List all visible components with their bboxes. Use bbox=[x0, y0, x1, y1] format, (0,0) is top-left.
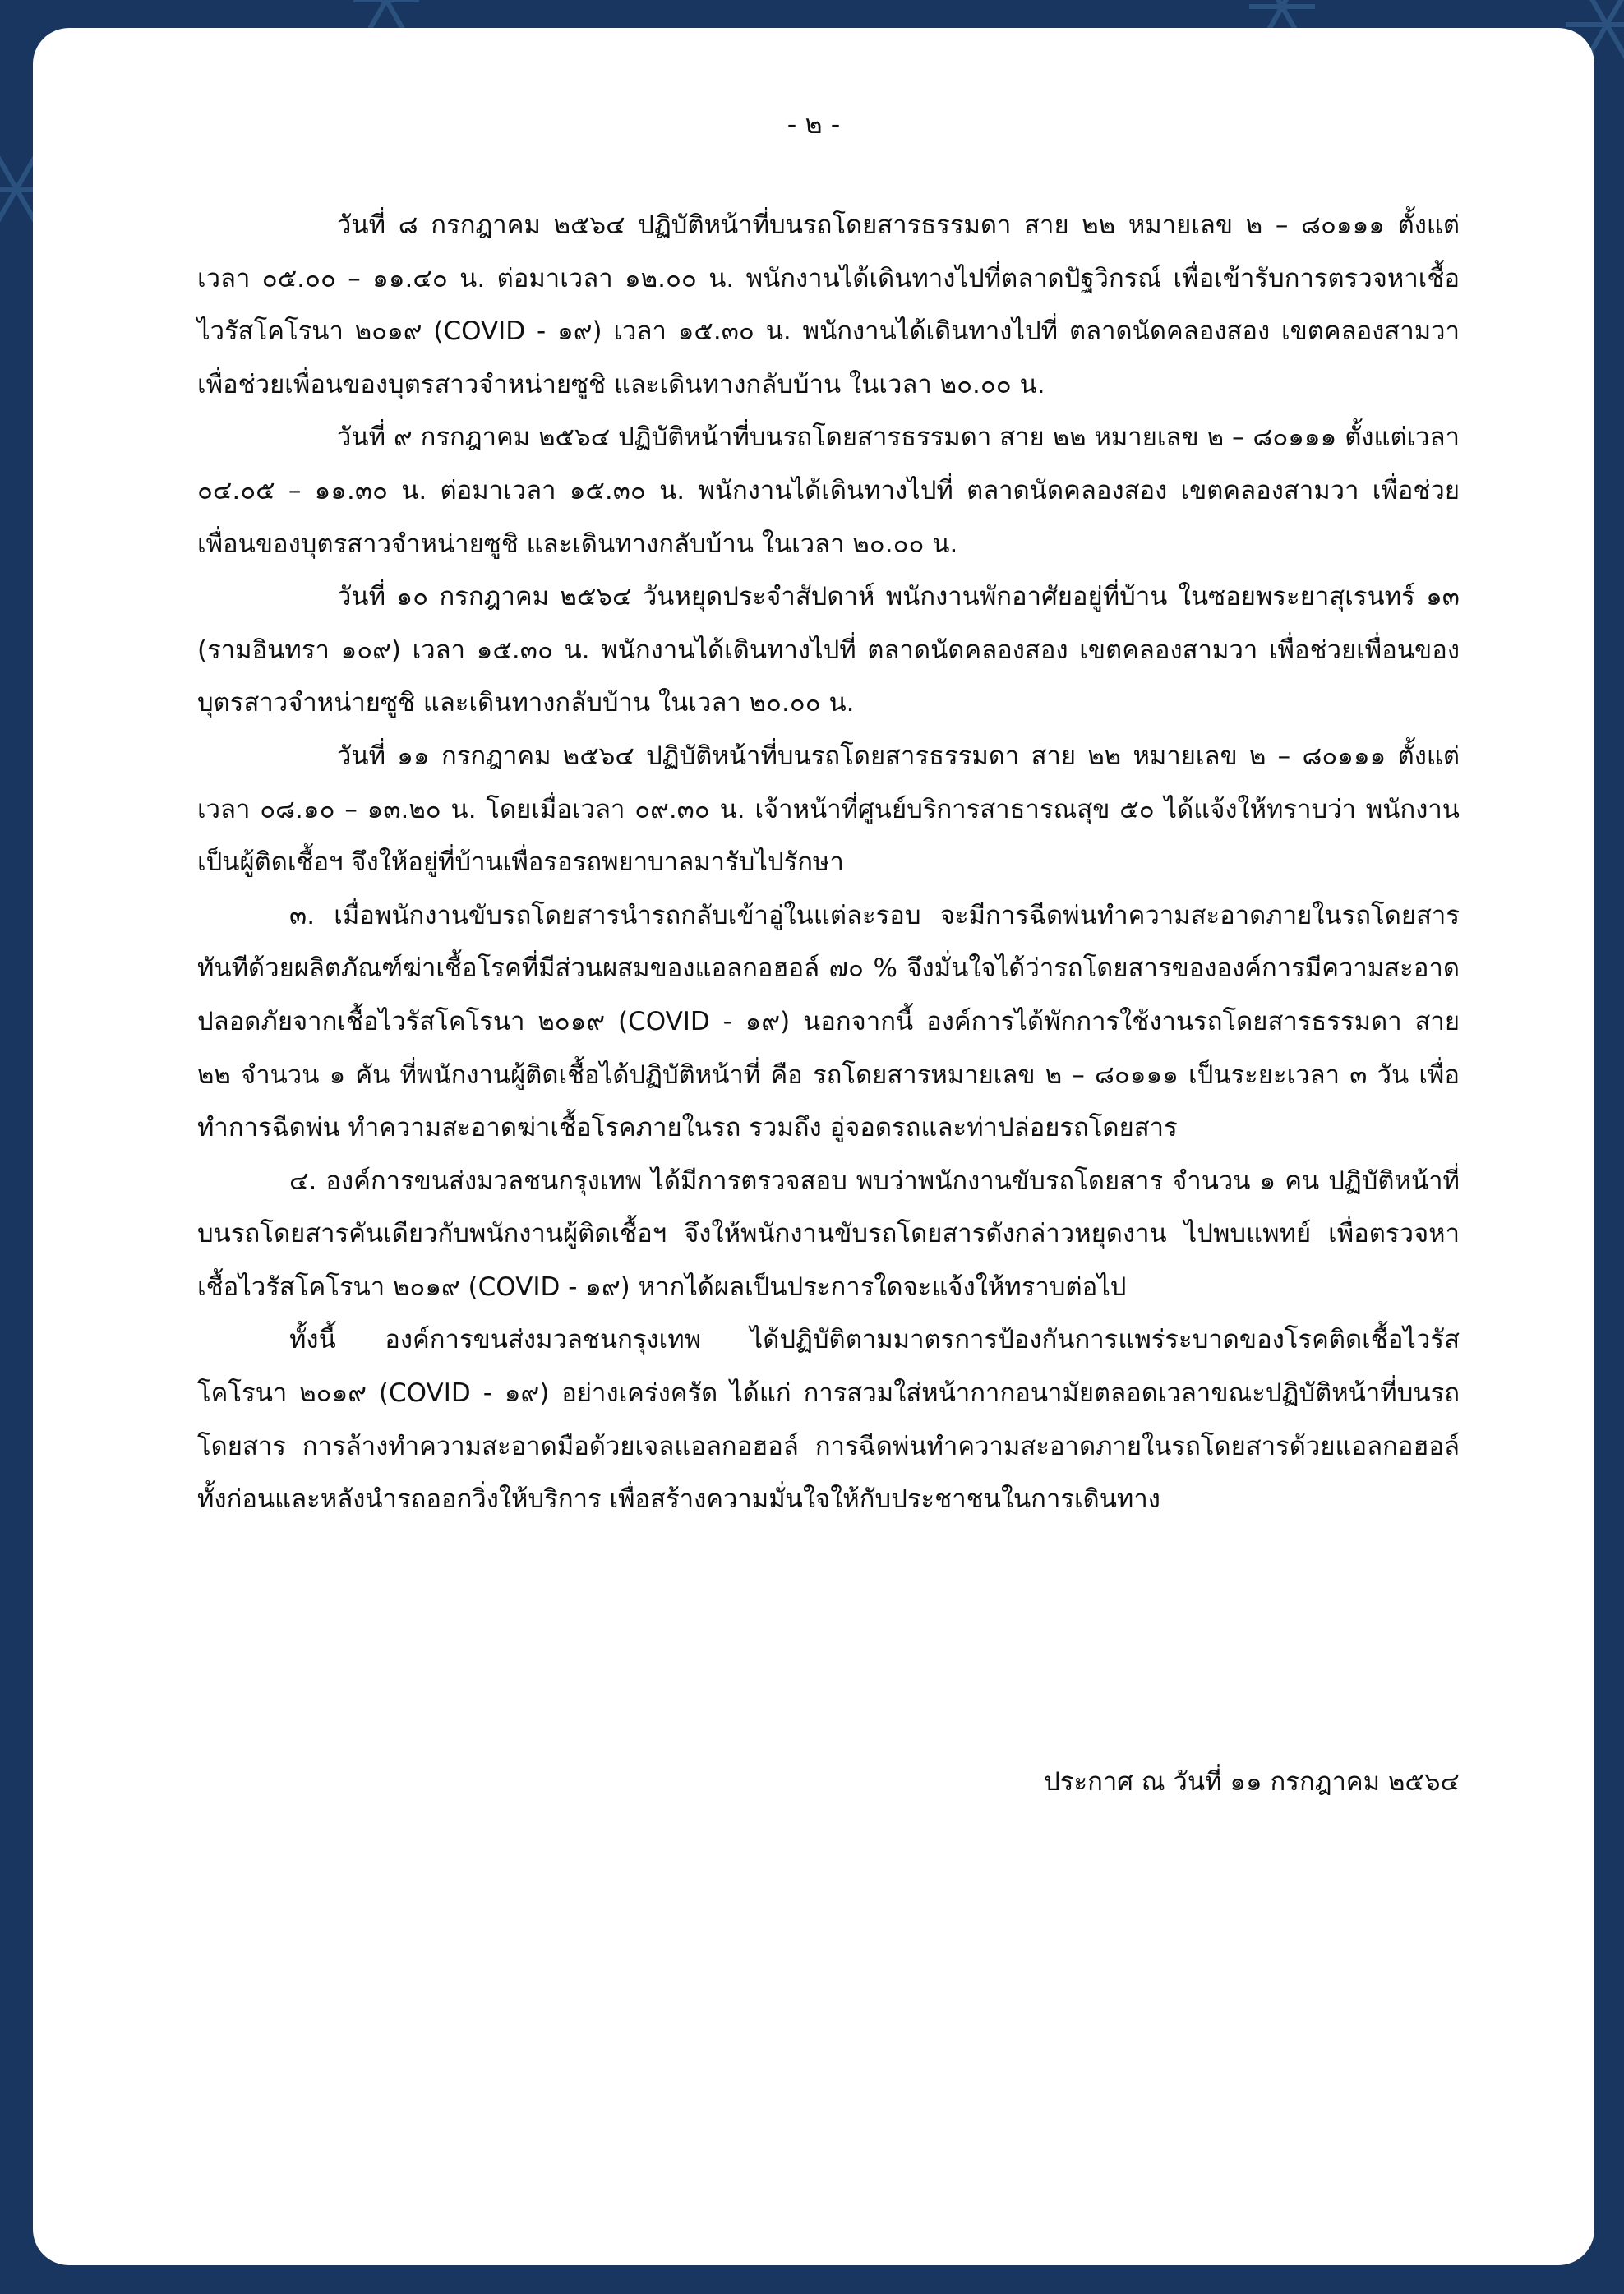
paragraph-july-10: วันที่ ๑๐ กรกฎาคม ๒๕๖๔ วันหยุดประจำสัปดาห์ พนักงานพักอาศัยอยู่ที่บ้าน ในซอยพระยาสุเรนทร์ ๑๓ (รามอินทรา ๑๐๙) เวลา ๑๕.๓๐ น. พนักงานได้เดินทางไปที่ ตลาดนัดคลองสอง เขตคลองสามวา เพื่อช่วยเพื่อนของบุตรสาวจำหน่ายซูชิ และเดินทางกลับบ้าน ในเวลา ๒๐.๐๐ น. bbox=[197, 582, 1460, 718]
paragraph-item-3: ๓. เมื่อพนักงานขับรถโดยสารนำรถกลับเข้าอู่ในแต่ละรอบ จะมีการฉีดพ่นทำความสะอาดภายในรถโดยสารทันทีด้วยผลิตภัณฑ์ฆ่าเชื้อโรคที่มีส่วนผสมของแอลกอฮอล์ ๗๐ % จึงมั่นใจได้ว่ารถโดยสารขององค์การมีความสะอาด ปลอดภัยจากเชื้อไวรัสโคโรนา ๒๐๑๙ (COVID - ๑๙) นอกจากนี้ องค์การได้พักการใช้งานรถโดยสารธรรมดา สาย ๒๒ จำนวน ๑ คัน ที่พนักงานผู้ติดเชื้อได้ปฏิบัติหน้าที่ คือ รถโดยสารหมายเลข ๒ – ๘๐๑๑๑ เป็นระยะเวลา ๓ วัน เพื่อทำการฉีดพ่น ทำความสะอาดฆ่าเชื้อโรคภายในรถ รวมถึง อู่จอดรถและท่าปล่อยรถโดยสาร bbox=[197, 900, 1460, 1143]
page-number: - ๒ - bbox=[787, 108, 841, 140]
announcement-date: ประกาศ ณ วันที่ ๑๑ กรกฎาคม ๒๕๖๔ bbox=[1044, 1767, 1460, 1797]
paragraph-july-11: วันที่ ๑๑ กรกฎาคม ๒๕๖๔ ปฏิบัติหน้าที่บนรถโดยสารธรรมดา สาย ๒๒ หมายเลข ๒ – ๘๐๑๑๑ ตั้งแต่เวลา ๐๘.๑๐ – ๑๓.๒๐ น. โดยเมื่อเวลา ๐๙.๓๐ น. เจ้าหน้าที่ศูนย์บริการสาธารณสุข ๕๐ ได้แจ้งให้ทราบว่า พนักงานเป็นผู้ติดเชื้อฯ จึงให้อยู่ที่บ้านเพื่อรอรถพยาบาลมารับไปรักษา bbox=[197, 741, 1460, 878]
paragraph-closing: ทั้งนี้ องค์การขนส่งมวลชนกรุงเทพ ได้ปฏิบัติตามมาตรการป้องกันการแพร่ระบาดของโรคติดเชื้อไวรัสโคโรนา ๒๐๑๙ (COVID - ๑๙) อย่างเคร่งครัด ได้แก่ การสวมใส่หน้ากากอนามัยตลอดเวลาขณะปฏิบัติหน้าที่บนรถโดยสาร การล้างทำความสะอาดมือด้วยเจลแอลกอฮอล์ การฉีดพ่นทำความสะอาดภายในรถโดยสารด้วยแอลกอฮอล์ ทั้งก่อนและหลังนำรถออกวิ่งให้บริการ เพื่อสร้างความมั่นใจให้กับประชาชนในการเดินทาง bbox=[197, 1325, 1460, 1515]
document-page bbox=[33, 28, 1594, 2265]
paragraph-july-8: วันที่ ๘ กรกฎาคม ๒๕๖๔ ปฏิบัติหน้าที่บนรถโดยสารธรรมดา สาย ๒๒ หมายเลข ๒ – ๘๐๑๑๑ ตั้งแต่เวลา ๐๕.๐๐ – ๑๑.๔๐ น. ต่อมาเวลา ๑๒.๐๐ น. พนักงานได้เดินทางไปที่ตลาดปัฐวิกรณ์ เพื่อเข้ารับการตรวจหาเชื้อไวรัสโคโรนา ๒๐๑๙ (COVID - ๑๙) เวลา ๑๕.๓๐ น. พนักงานได้เดินทางไปที่ ตลาดนัดคลองสอง เขตคลองสามวา เพื่อช่วยเพื่อนของบุตรสาวจำหน่ายซูชิ และเดินทางกลับบ้าน ในเวลา ๒๐.๐๐ น. bbox=[197, 210, 1460, 399]
document-body bbox=[197, 199, 1460, 1526]
paragraph-july-9: วันที่ ๙ กรกฎาคม ๒๕๖๔ ปฏิบัติหน้าที่บนรถโดยสารธรรมดา สาย ๒๒ หมายเลข ๒ – ๘๐๑๑๑ ตั้งแต่เวลา ๐๔.๐๕ – ๑๑.๓๐ น. ต่อมาเวลา ๑๕.๓๐ น. พนักงานได้เดินทางไปที่ ตลาดนัดคลองสอง เขตคลองสามวา เพื่อช่วยเพื่อนของบุตรสาวจำหน่ายซูชิ และเดินทางกลับบ้าน ในเวลา ๒๐.๐๐ น. bbox=[197, 422, 1460, 559]
paragraph-item-4: ๔. องค์การขนส่งมวลชนกรุงเทพ ได้มีการตรวจสอบ พบว่าพนักงานขับรถโดยสาร จำนวน ๑ คน ปฏิบัติหน้าที่บนรถโดยสารคันเดียวกับพนักงานผู้ติดเชื้อฯ จึงให้พนักงานขับรถโดยสารดังกล่าวหยุดงาน ไปพบแพทย์ เพื่อตรวจหาเชื้อไวรัสโคโรนา ๒๐๑๙ (COVID - ๑๙) หากได้ผลเป็นประการใดจะแจ้งให้ทราบต่อไป bbox=[197, 1165, 1460, 1302]
